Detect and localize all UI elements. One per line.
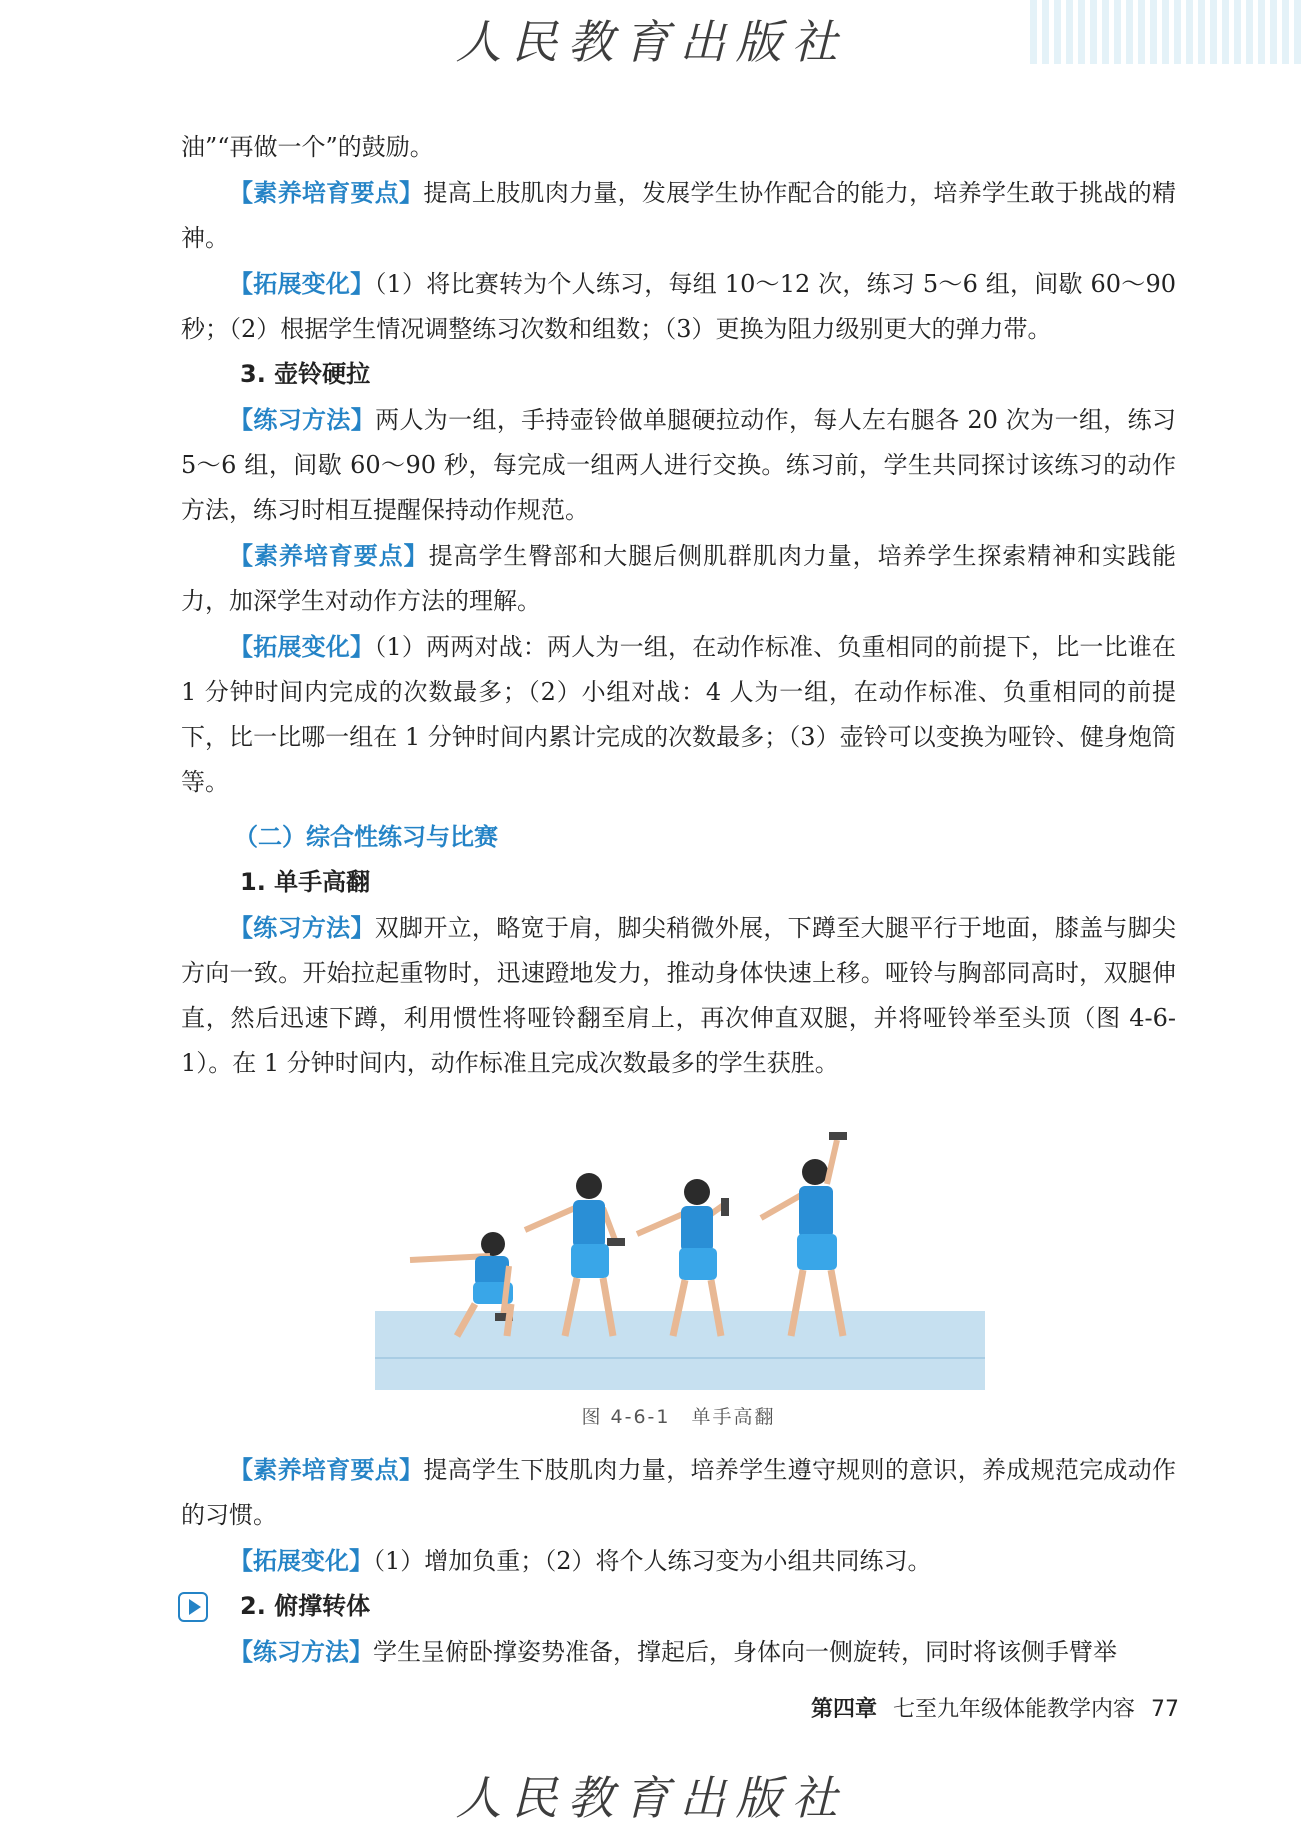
publisher-logo-top: 人民教育出版社 <box>455 15 848 69</box>
section-tag: 【练习方法】 <box>229 405 376 434</box>
section-heading: （二）综合性练习与比赛 <box>234 823 498 851</box>
paragraph: 【拓展变化】（1）将比赛转为个人练习，每组 10～12 次，练习 5～6 组，间歇 60～90 秒；（2）根据学生情况调整练习次数和组数；（3）更换为阻力级别更大的弹力带。 <box>181 269 1177 343</box>
paragraph: 【素养培育要点】提高学生臀部和大腿后侧肌群肌肉力量，培养学生探索精神和实践能力，加深学生对动作方法的理解。 <box>181 541 1177 615</box>
section-tag: 【素养培育要点】 <box>229 178 424 207</box>
footer-chapter: 第四章 <box>810 1697 877 1722</box>
section-tag: 【拓展变化】 <box>229 632 375 661</box>
page-footer <box>811 1692 1179 1723</box>
paragraph: 【拓展变化】（1）增加负重；（2）将个人练习变为小组共同练习。 <box>229 1546 932 1575</box>
page-number: 77 <box>1151 1697 1179 1722</box>
figure-caption: 图 4-6-1 单手高翻 <box>581 1406 776 1428</box>
publisher-logo-bottom: 人民教育出版社 <box>455 1771 848 1825</box>
section-tag: 【素养培育要点】 <box>229 1455 424 1484</box>
subsection-heading: 2. 俯撑转体 <box>240 1592 371 1620</box>
section-tag: 【素养培育要点】 <box>229 541 429 570</box>
paragraph: 【练习方法】双脚开立，略宽于肩，脚尖稍微外展，下蹲至大腿平行于地面，膝盖与脚尖方向一致。开始拉起重物时，迅速蹬地发力，推动身体快速上移。哑铃与胸部同高时，双腿伸直，然后迅速下蹲，利用惯性将哑铃翻至肩上，再次伸直双腿，并将哑铃举至头顶（图 4-6-1）。在 1 分钟时间内，动作标准且完成次数最多的学生获胜。 <box>181 913 1177 1077</box>
subsection-heading: 3. 壶铃硬拉 <box>240 360 371 388</box>
paragraph: 【拓展变化】（1）两两对战：两人为一组，在动作标准、负重相同的前提下，比一比谁在 1 分钟时间内完成的次数最多；（2）小组对战：4 人为一组，在动作标准、负重相同的前提下，比一比哪一组在 1 分钟时间内累计完成的次数最多；（3）壶铃可以变换为哑铃、健身炮筒等。 <box>181 632 1176 796</box>
section-tag: 【拓展变化】 <box>229 1546 373 1575</box>
paragraph: 【素养培育要点】提高上肢肌肉力量，发展学生协作配合的能力，培养学生敢于挑战的精神。 <box>181 178 1177 252</box>
snatch-illustration <box>375 1128 985 1390</box>
section-tag: 【拓展变化】 <box>229 269 375 298</box>
paragraph: 【素养培育要点】提高学生下肢肌肉力量，培养学生遵守规则的意识，养成规范完成动作的习惯。 <box>181 1455 1177 1529</box>
subsection-heading: 1. 单手高翻 <box>240 868 371 896</box>
figure-single-hand-snatch <box>375 1128 985 1390</box>
section-tag: 【练习方法】 <box>229 1637 373 1666</box>
footer-chapter-title: 七至九年级体能教学内容 <box>892 1697 1135 1722</box>
page-content <box>181 125 1176 1675</box>
athlete-pose-overhead <box>761 1132 847 1336</box>
play-video-icon[interactable] <box>178 1592 208 1622</box>
video-heading-row <box>181 1584 1176 1629</box>
section-tag: 【练习方法】 <box>229 913 375 942</box>
paragraph: 【练习方法】两人为一组，手持壶铃做单腿硬拉动作，每人左右腿各 20 次为一组，练习 5～6 组，间歇 60～90 秒，每完成一组两人进行交换。练习前，学生共同探讨该练习的动作方法，练习时相互提醒保持动作规范。 <box>181 405 1177 524</box>
paragraph: 油”“再做一个”的鼓励。 <box>181 133 434 161</box>
paragraph: 【练习方法】学生呈俯卧撑姿势准备，撑起后，身体向一侧旋转，同时将该侧手臂举 <box>229 1637 1117 1666</box>
